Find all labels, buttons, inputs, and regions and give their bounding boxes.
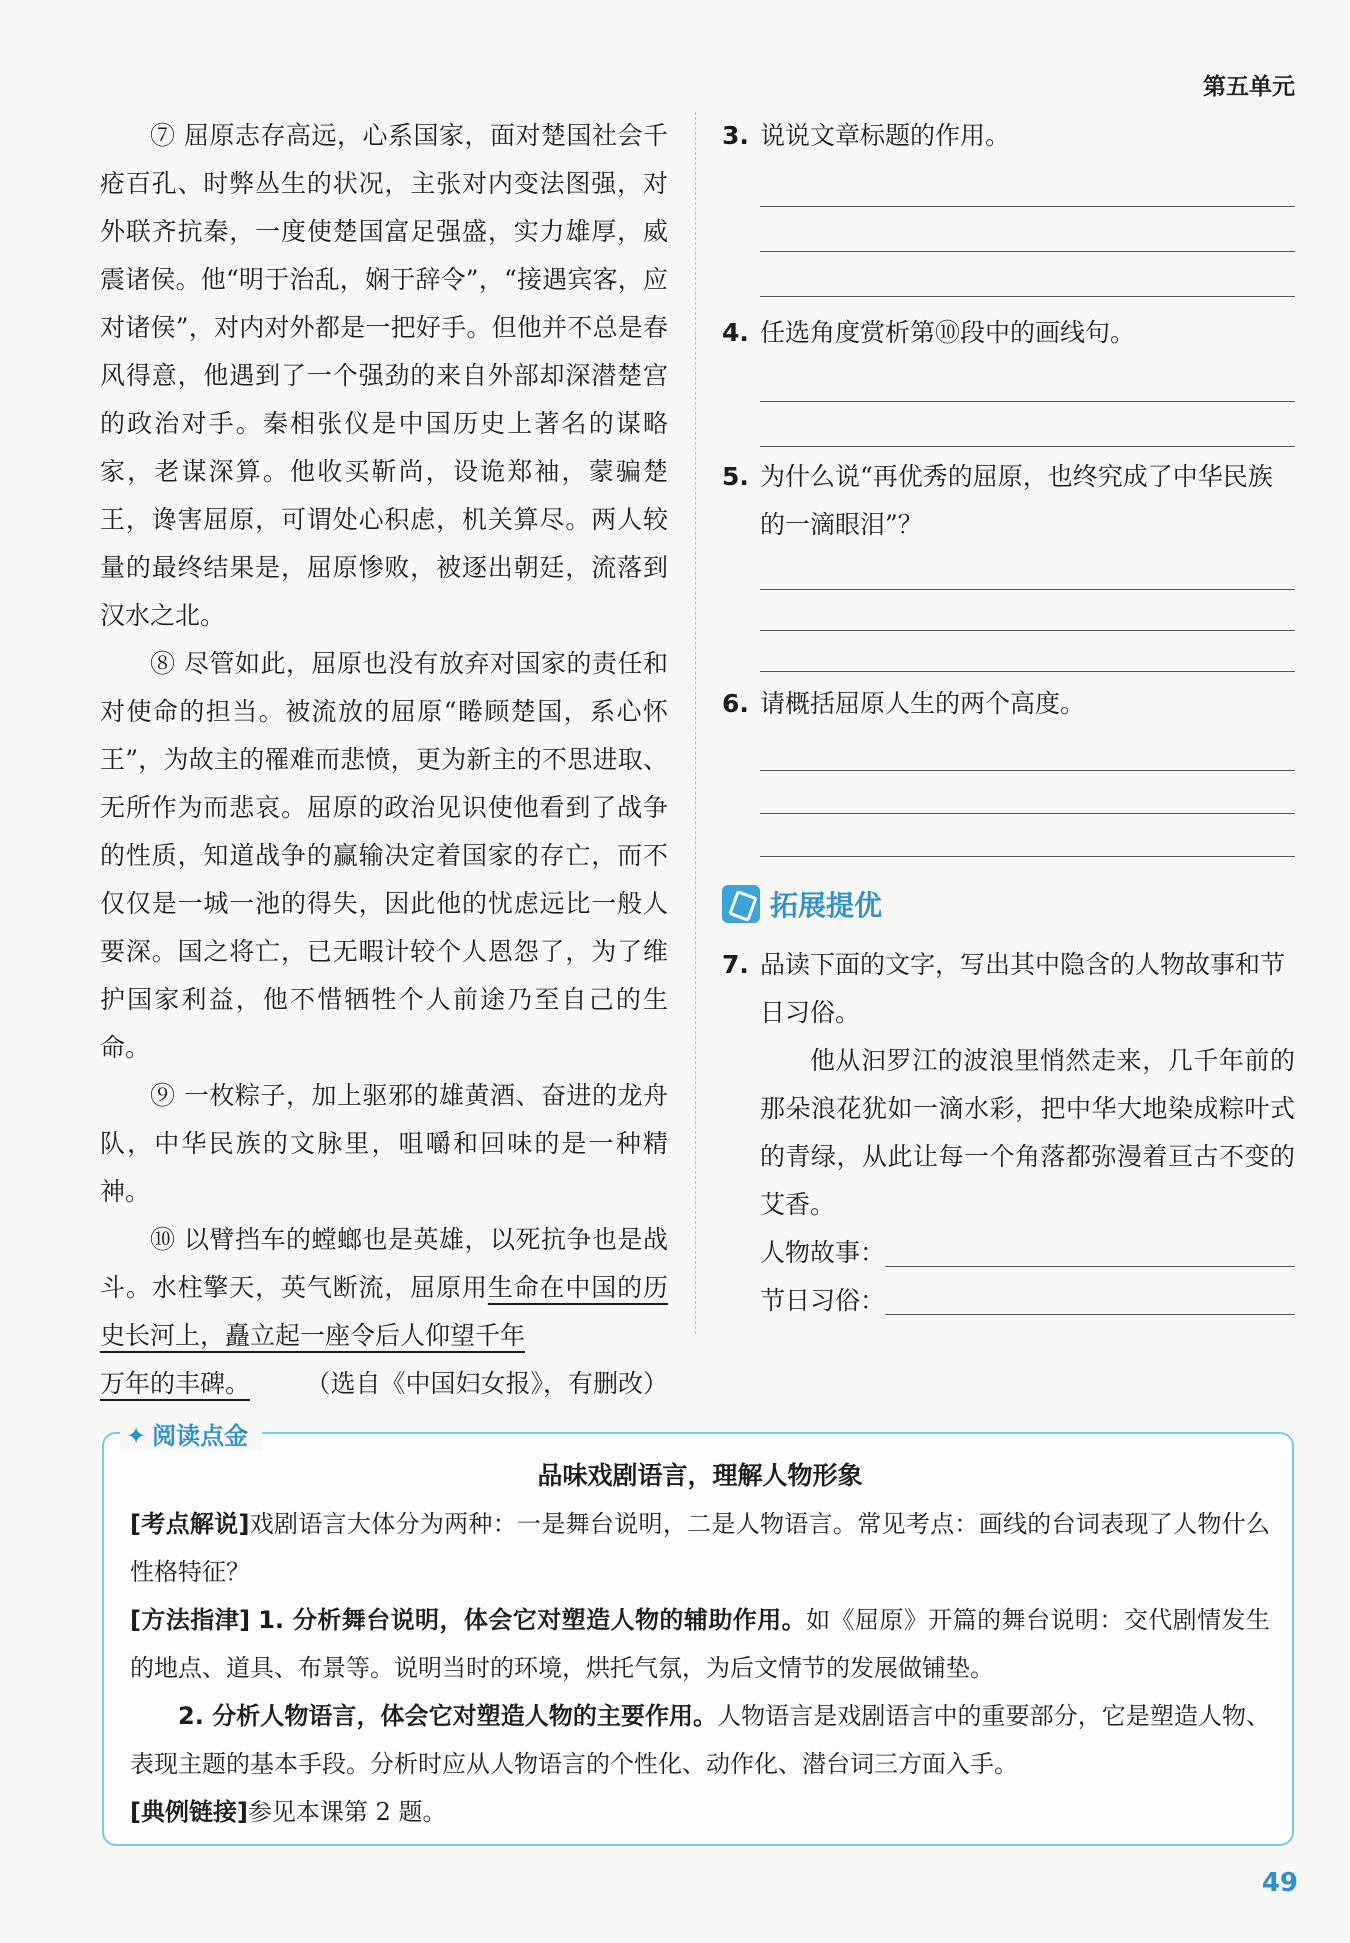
tips-tag-label: 阅读点金 [152,1422,249,1450]
method-text: 人物语言是戏剧语言中的重要部分，它是塑造人物、表现主题的基本手段。分析时应从人物语言的个性化、动作化、潜台词三方面入手。 [130,1702,1271,1778]
question-text: 说说文章标题的作用。 [760,121,1011,150]
question-number: 4. [722,318,749,347]
paragraph-9: ⑨ 一枚粽子，加上驱邪的雄黄酒、奋进的龙舟队，中华民族的文脉里，咀嚼和回味的是一种精神。 [100,1081,668,1206]
source-line [100,1360,668,1408]
method-heading: 1. 分析舞台说明，体会它对塑造人物的辅助作用。 [258,1606,807,1634]
question-3 [722,112,1295,160]
unit-header: 第五单元 [1203,74,1295,100]
method-text: 如《屈原》开篇的舞台说明：交代剧情发生的地点、道具、布景等。说明当时的环境，烘托气氛，为后文情节的发展做铺垫。 [130,1606,1271,1682]
sparkle-icon: ✦ [126,1422,147,1450]
paragraph-7: ⑦ 屈原志存高远，心系国家，面对楚国社会千疮百孔、时弊丛生的状况，主张对内变法图强，对外联齐抗秦，一度使楚国富足强盛，实力雄厚，威震诸侯。他“明于治乱，娴于辞令”，“接遇宾客，应对诸侯”，对内对外都是一把好手。但他并不总是春风得意，他遇到了一个强劲的来自外部却深潜楚宫的政治对手。秦相张仪是中国历史上著名的谋略家，老谋深算。他收买靳尚，设诡郑袖，蒙骗楚王，谗害屈原，可谓处心积虑，机关算尽。两人较量的最终结果是，屈原惨败，被逐出朝廷，流落到汉水之北。 [100,121,668,630]
tip-example [130,1788,1270,1836]
tip-method-2 [130,1692,1270,1788]
question-text: 为什么说“再优秀的屈原，也终究成了中华民族的一滴眼泪”？ [760,462,1273,539]
tip-exam-points [130,1500,1270,1596]
answer-line[interactable] [885,1314,1295,1315]
section-title [722,881,1295,927]
question-text: 品读下面的文字，写出其中隐含的人物故事和节日习俗。 [760,950,1286,1027]
question-text: 任选角度赏析第⑩段中的画线句。 [760,318,1136,347]
fill-in-custom [760,1277,1295,1325]
tip-label: [考点解说] [130,1510,250,1538]
tip-text: 戏剧语言大体分为两种：一是舞台说明，二是人物语言。常见考点：画线的台词表现了人物什么性格特征？ [130,1510,1271,1586]
answer-line[interactable] [760,856,1295,857]
tips-title: 品味戏剧语言，理解人物形象 [537,1461,863,1490]
question-7 [722,941,1295,1037]
fill-label: 人物故事： [760,1238,886,1267]
answer-line[interactable] [885,1266,1295,1267]
paragraph-10-text: ⑩ 以臂挡车的螳螂也是英雄，以死抗争也是战斗。水柱擎天，英气断流，屈原用 [100,1225,668,1302]
paragraph-8: ⑧ 尽管如此，屈原也没有放弃对国家的责任和对使命的担当。被流放的屈原“睠顾楚国，系心怀王”，为故主的罹难而悲愤，更为新主的不思进取、无所作为而悲哀。屈原的政治见识使他看到了战争的性质，知道战争的赢输决定着国家的存亡，而不仅仅是一城一池的得失，因此他的忧虑远比一般人要深。国之将亡，已无暇计较个人恩怨了，为了维护国家利益，他不惜牺牲个人前途乃至自己的生命。 [100,649,668,1062]
question-5 [722,453,1295,549]
tip-label: [典例链接] [130,1798,248,1826]
fill-in-story [760,1229,1295,1277]
question-4 [722,309,1295,357]
tips-tag [120,1416,262,1451]
tip-text: 参见本课第 2 题。 [247,1798,447,1826]
questions-column [722,112,1295,1325]
method-heading: 2. 分析人物语言，体会它对塑造人物的主要作用。 [178,1702,718,1730]
column-divider [695,112,696,1334]
tip-method-1 [130,1596,1270,1692]
page-number: 49 [1261,1868,1298,1898]
question-number: 3. [722,121,749,150]
question-text: 请概括屈原人生的两个高度。 [760,689,1086,718]
reading-passage [100,112,668,1408]
tip-label: [方法指津] [130,1606,251,1634]
paragraph-10 [100,1216,668,1360]
paragraph-10-tail: 万年的丰碑。 [100,1369,251,1398]
fill-label: 节日习俗： [760,1286,886,1315]
source-citation: （选自《中国妇女报》，有删改） [305,1369,668,1398]
section-label: 拓展提优 [770,889,883,922]
question-number: 6. [722,689,749,718]
question-6 [722,680,1295,728]
tips-content [130,1452,1270,1836]
quoted-passage: 他从汩罗江的波浪里悄然走来，几千年前的那朵浪花犹如一滴水彩，把中华大地染成粽叶式的青绿，从此让每一个角落都弥漫着亘古不变的艾香。 [760,1046,1295,1219]
question-number: 7. [722,950,749,979]
underlined-sentence: 生命在中国的历史长河上，矗立起一座令后人仰望千年 [100,1273,668,1350]
question-number: 5. [722,462,749,491]
pencil-badge-icon [722,885,760,923]
